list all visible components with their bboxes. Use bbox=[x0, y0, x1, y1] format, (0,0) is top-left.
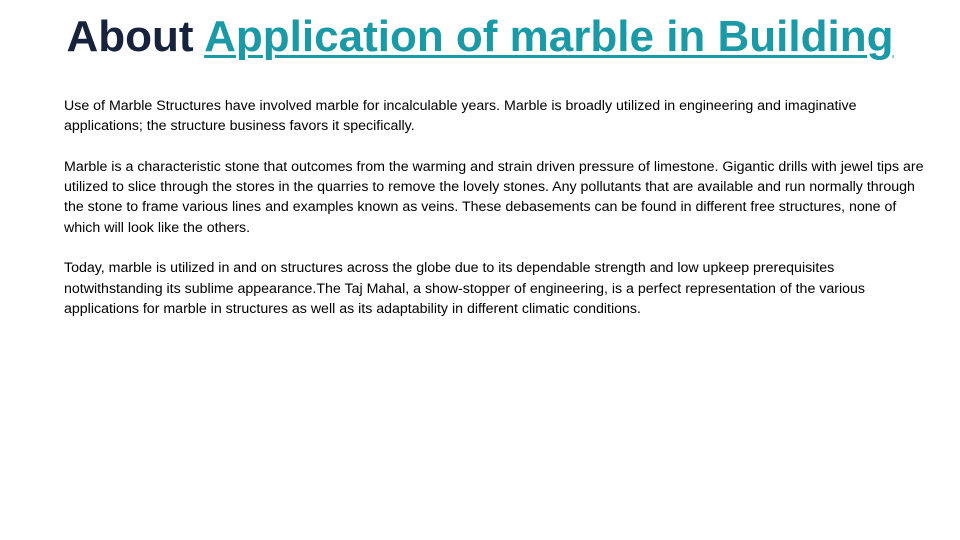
paragraph-formation: Marble is a characteristic stone that outcomes from the warming and strain driven pressure of limestone. Gigantic drills with jewel tips are utilized to slice through the stores in the quarries to remove the lovely stones. Any pollutants that are available and run normally through the stone to frame various lines and examples known as veins. These debasements can be found in different free structures, none of which will look like the others. bbox=[64, 158, 924, 236]
slide-title bbox=[0, 10, 960, 64]
title-prefix: About bbox=[66, 12, 205, 61]
paragraph-intro: Use of Marble Structures have involved marble for incalculable years. Marble is broadly utilized in engineering and imaginative applications; the structure business favors it specifically. bbox=[64, 98, 857, 135]
body-text bbox=[64, 96, 936, 340]
paragraph-today: Today, marble is utilized in and on structures across the globe due to its dependable strength and low upkeep prerequisites notwithstanding its sublime appearance.The Taj Mahal, a show-stopper of engineering, is a perfect representation of the various applications for marble in structures as well as its adaptability in different climatic conditions. bbox=[64, 260, 866, 317]
title-link[interactable]: Application of marble in Building bbox=[204, 12, 894, 61]
